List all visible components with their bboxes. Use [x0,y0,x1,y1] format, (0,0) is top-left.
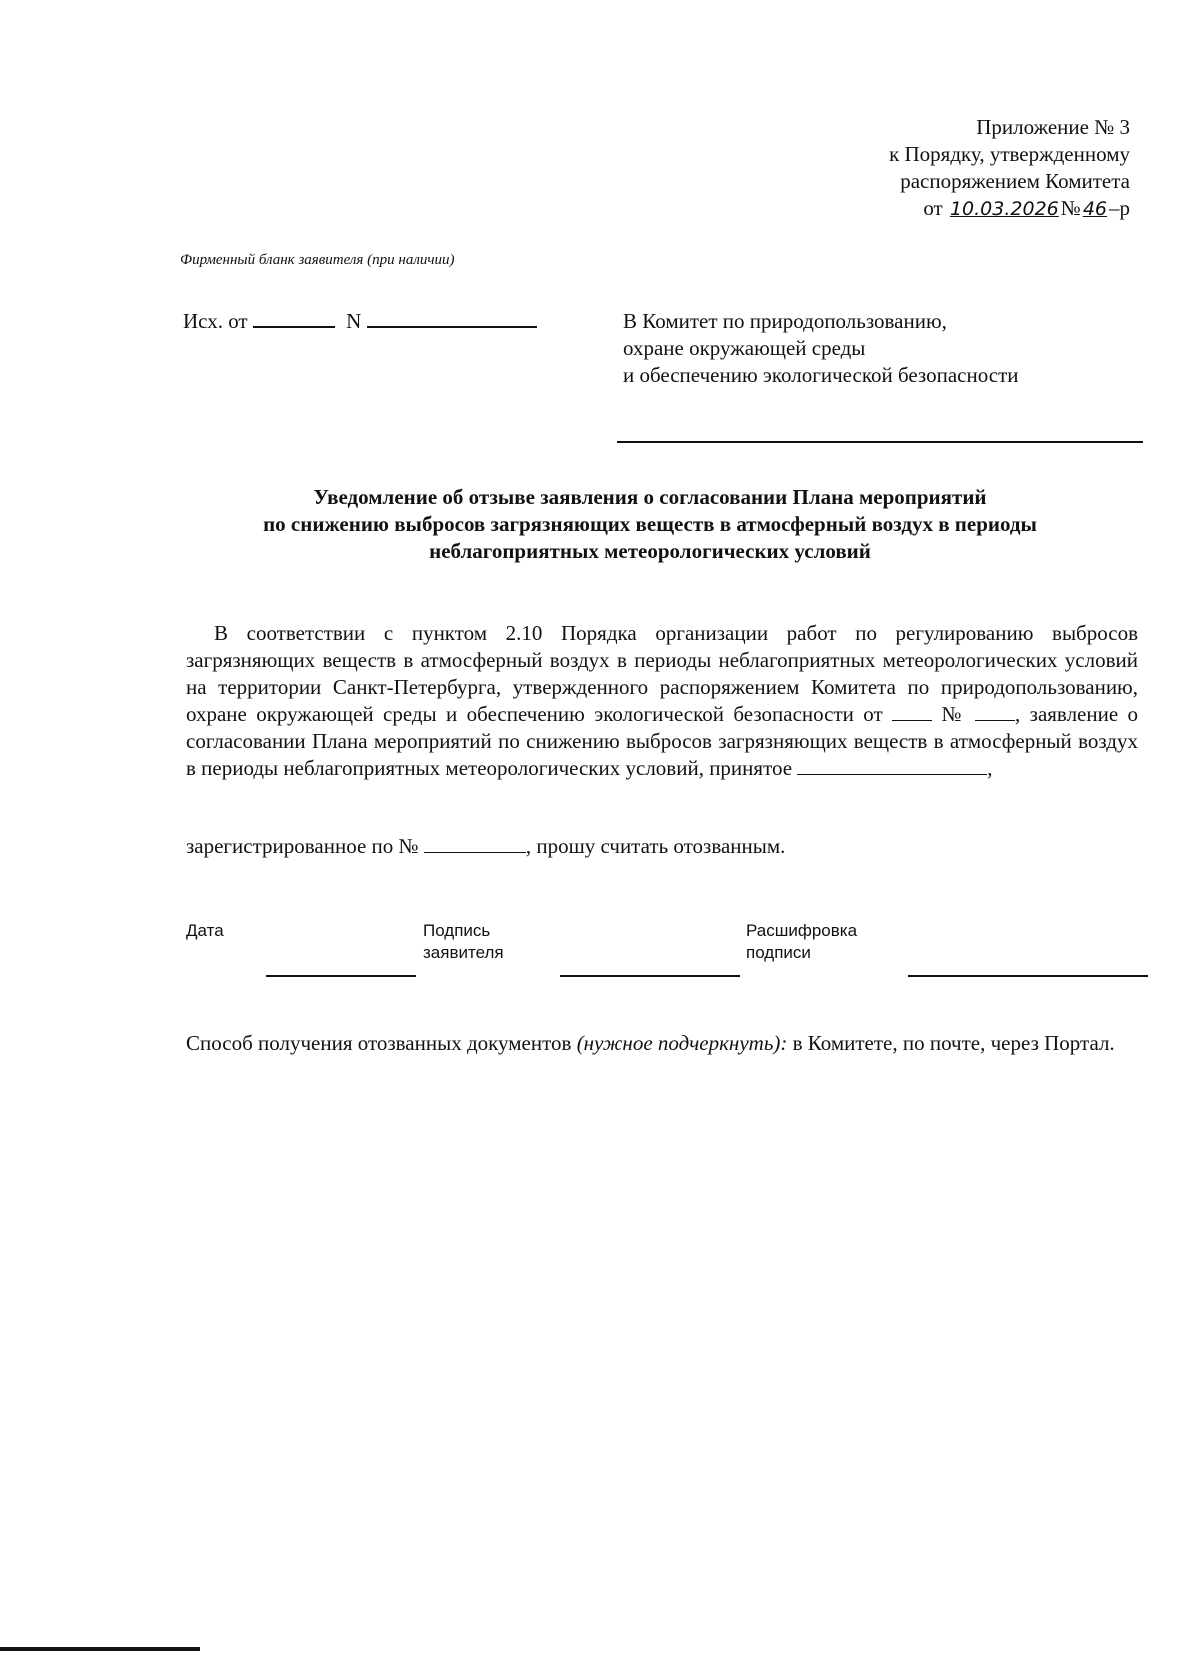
receipt-method-hint: (нужное подчеркнуть): [576,1031,788,1055]
date-label: Дата [186,921,224,940]
appendix-from-label: от [923,196,943,220]
appendix-header [889,114,1130,223]
receipt-method [186,1030,1138,1057]
body-text-part-3: , заявление о согласовании Плана мероприятий по снижению выбросов загрязняющих веществ в атмосферный воздух в периоды неблагоприятных метеорологических условий, принятое [186,702,1139,780]
receipt-method-options[interactable]: в Комитете, по почте, через Портал. [792,1031,1115,1055]
order-number-blank[interactable] [975,704,1015,721]
outgoing-date-blank[interactable] [253,308,335,328]
accepted-by-blank[interactable] [797,758,987,775]
outgoing-reference [183,308,537,334]
addressee-line-1: В Комитет по природопользованию, [623,309,947,333]
appendix-date-line [889,195,1130,223]
receipt-method-prefix: Способ получения отозванных документов [186,1031,572,1055]
transcript-label-line-1: Расшифровка [746,921,858,940]
signature-label [423,920,504,964]
outgoing-number-blank[interactable] [367,308,537,328]
body-paragraph [186,620,1138,782]
appendix-number-sign: № [1060,196,1081,220]
body-text-part-4: , [987,756,993,780]
title-line-2: по снижению выбросов загрязняющих веществ в атмосферный воздух в периоды [263,512,1037,536]
appendix-suffix: –р [1109,196,1130,220]
date-blank-line[interactable] [266,975,416,977]
registration-number-blank[interactable] [424,836,526,853]
order-date-blank[interactable] [892,704,932,721]
appendix-handwritten-date: 10.03.2026 [949,198,1059,220]
addressee-block [623,308,1018,389]
transcript-label [746,920,857,964]
appendix-line-2: к Порядку, утвержденному [889,142,1130,166]
addressee-blank-line[interactable] [617,441,1143,443]
registered-prefix: зарегистрированное по № [186,834,419,858]
body-text-part-1: В соответствии с пунктом 2.10 Порядка организации работ по регулированию выбросов загрязняющих веществ в атмосферный воздух в периоды неблагоприятных метеорологических условий на территории Санкт-Петербурга, утвержденного распоряжением Комитета по природопользованию, охране окружающей среды и обеспечению экологической безопасности от [186,621,1138,726]
title-line-1: Уведомление об отзыве заявления о согласовании Плана мероприятий [313,485,987,509]
addressee-line-3: и обеспечению экологической безопасности [623,363,1019,387]
appendix-line-3: распоряжением Комитета [900,169,1130,193]
transcript-label-line-2: подписи [746,943,811,962]
signature-label-line-2: заявителя [423,943,504,962]
title-line-3: неблагоприятных метеорологических условий [429,539,871,563]
letterhead-note: Фирменный бланк заявителя (при наличии) [180,252,455,268]
appendix-handwritten-number: 46 [1082,198,1107,220]
bottom-edge-rule [0,1647,200,1651]
document-title [170,484,1130,565]
addressee-line-2: охране окружающей среды [623,336,866,360]
outgoing-from-label: Исх. от [183,309,248,333]
outgoing-number-label: N [346,309,362,333]
appendix-line-1: Приложение № 3 [976,115,1130,139]
transcript-blank-line[interactable] [908,975,1148,977]
signature-label-line-1: Подпись [423,921,491,940]
registered-suffix: , прошу считать отозванным. [525,834,786,858]
body-number-sign: № [941,702,966,726]
registered-line [186,834,785,859]
signature-blank-line[interactable] [560,975,740,977]
